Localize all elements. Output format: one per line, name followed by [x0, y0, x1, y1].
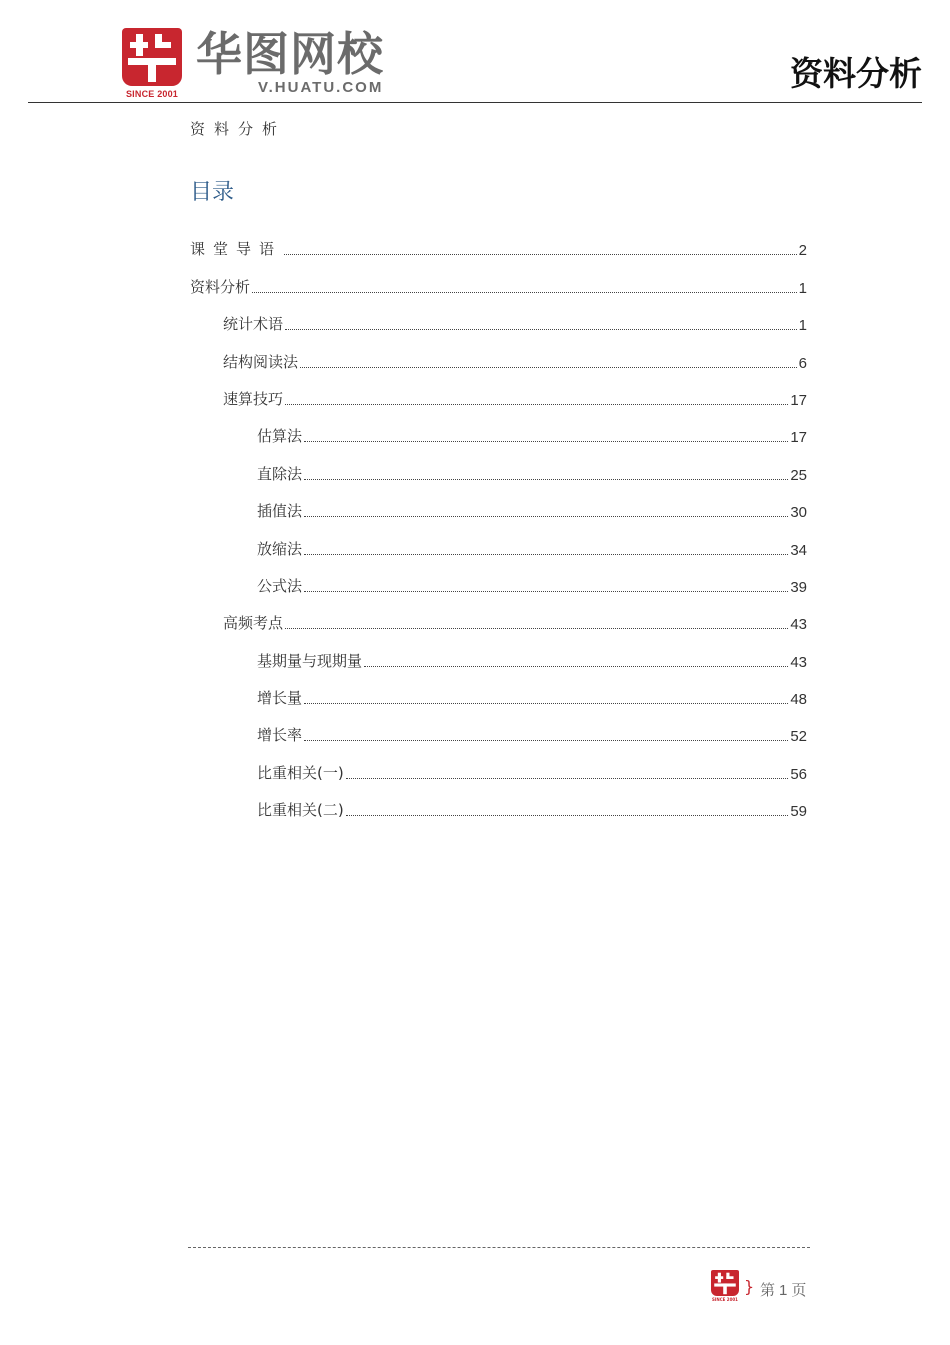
toc-entry-label: 资料分析 [190, 277, 251, 296]
toc-entry[interactable] [190, 596, 807, 633]
toc-entry-page: 25 [790, 466, 807, 484]
toc-entry[interactable] [190, 783, 807, 820]
toc-leader [304, 554, 788, 555]
toc-leader [364, 666, 788, 667]
toc-entry-page: 43 [790, 616, 807, 634]
toc-entry[interactable] [190, 372, 807, 409]
toc-entry-label: 统计术语 [223, 315, 284, 334]
toc-entry-label: 结构阅读法 [223, 352, 299, 371]
toc-entry[interactable] [190, 708, 807, 745]
toc-entry-page: 52 [790, 728, 807, 746]
toc-entry-page: 48 [790, 691, 807, 709]
footer-logo-since: SINCE 2001 [712, 1297, 738, 1302]
footer-divider [188, 1247, 810, 1248]
toc-leader [346, 778, 789, 779]
toc-leader [284, 254, 797, 255]
toc-entry-page: 56 [790, 765, 807, 783]
toc-leader [285, 404, 788, 405]
page-number-value: 1 [779, 1282, 788, 1299]
toc-entry[interactable] [190, 297, 807, 334]
toc-leader [304, 740, 788, 741]
toc-entry-label: 增长量 [257, 689, 303, 708]
logo-since-text: SINCE 2001 [125, 89, 179, 99]
toc-leader [252, 292, 797, 293]
page-prefix: 第 [760, 1281, 776, 1299]
toc-entry[interactable] [190, 409, 807, 446]
toc-leader [304, 703, 788, 704]
toc-leader [346, 815, 789, 816]
page-suffix: 页 [791, 1281, 807, 1299]
toc-entry-page: 17 [790, 391, 807, 409]
toc-entry[interactable] [190, 484, 807, 521]
toc-entry-label: 高频考点 [223, 614, 284, 633]
toc-leader [304, 479, 788, 480]
toc-leader [304, 516, 788, 517]
toc-entry-label: 公式法 [257, 576, 303, 595]
toc-entry-page: 30 [790, 504, 807, 522]
toc-entry[interactable] [190, 745, 807, 782]
toc-entry-label: 比重相关(一) [257, 763, 344, 782]
toc-entry[interactable] [190, 334, 807, 371]
toc-entry[interactable] [190, 446, 807, 483]
toc-leader [285, 329, 797, 330]
toc-entry[interactable] [190, 222, 807, 259]
toc-entry-label: 插值法 [257, 502, 303, 521]
toc-entry-page: 43 [790, 653, 807, 671]
toc-entry[interactable] [190, 559, 807, 596]
toc-entry-page: 39 [790, 578, 807, 596]
toc-entry-label: 课堂导语 [190, 240, 283, 259]
toc-leader [304, 441, 788, 442]
toc-entry-page: 2 [798, 242, 807, 260]
header-divider [28, 102, 922, 103]
toc-entry-page: 59 [790, 803, 807, 821]
footer-logo-mark [711, 1270, 739, 1296]
toc-entry[interactable] [190, 259, 807, 296]
toc-leader [304, 591, 788, 592]
hua-character-icon [711, 1270, 739, 1296]
hua-character-icon [122, 28, 182, 86]
toc-entry-page: 17 [790, 429, 807, 447]
toc-entry-label: 增长率 [257, 726, 303, 745]
toc-entry-label: 速算技巧 [223, 389, 284, 408]
toc-entry-label: 基期量与现期量 [257, 651, 363, 670]
toc-entry-label: 比重相关(二) [257, 801, 344, 820]
page-number [760, 1279, 806, 1300]
toc-entry[interactable] [190, 633, 807, 670]
toc-entry[interactable] [190, 521, 807, 558]
toc-entry[interactable] [190, 671, 807, 708]
document-title: 资料分析 [790, 54, 922, 93]
subject-line: 资料分析 [190, 120, 287, 138]
toc-entry-label: 放缩法 [257, 539, 303, 558]
logo-mark [122, 28, 182, 86]
table-of-contents [190, 222, 807, 820]
footer-logo [711, 1270, 741, 1304]
toc-entry-page: 1 [798, 317, 807, 335]
toc-entry-label: 估算法 [257, 427, 303, 446]
toc-entry-page: 6 [798, 354, 807, 372]
toc-leader [285, 628, 788, 629]
huatu-logo [122, 28, 182, 102]
brand-url: V.HUATU.COM [258, 79, 384, 96]
footer-brace: } [744, 1277, 755, 1296]
toc-entry-page: 1 [798, 279, 807, 297]
toc-entry-page: 34 [790, 541, 807, 559]
toc-title: 目录 [190, 180, 235, 205]
toc-leader [300, 367, 797, 368]
toc-entry-label: 直除法 [257, 464, 303, 483]
brand-name: 华图网校 [196, 27, 384, 81]
